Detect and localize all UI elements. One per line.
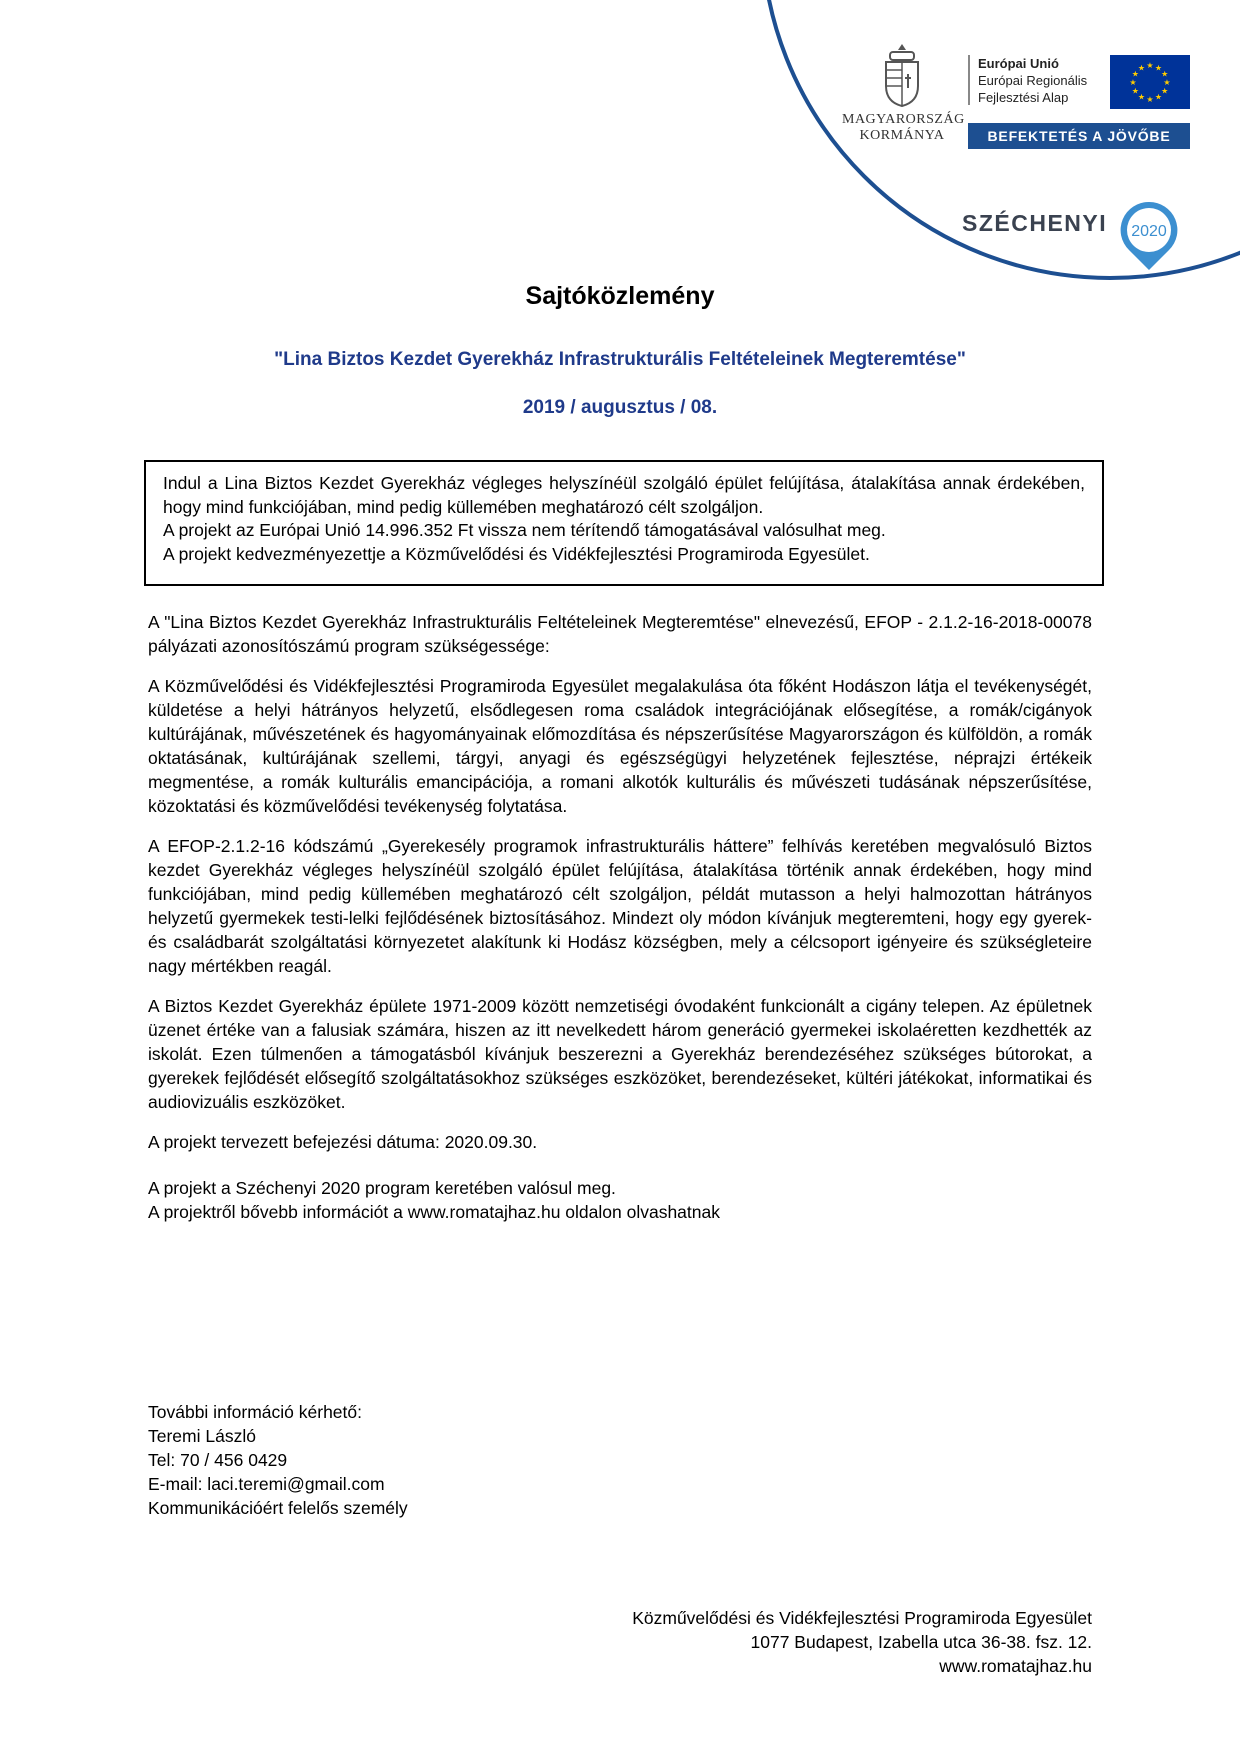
contact-email: E-mail: laci.teremi@gmail.com: [148, 1474, 385, 1494]
eu-star-icon: ★: [1146, 95, 1154, 104]
eu-star-icon: ★: [1131, 69, 1139, 79]
footer-address: [632, 1606, 1092, 1678]
body-paragraph-mission: A Közművelődési és Vidékfejlesztési Programiroda Egyesület megalakulása óta főként Hodászon látja el tevékenységét, küldetése a helyi hátrányos helyzetű, elsődlegesen roma családok integrációjának elősegítése, a romák/cigányok kultúrájának, művészetének és hagyományainak előmozdítása és népszerűsítése Magyarországon és külföldön, a romák oktatásának, kultúrájának szellemi, tárgyi, anyagi és egészségügyi helyzetének fejlesztése, néprajzi értékeik megmentése, a romák kulturális emancipációja, a romani alkotók kulturális és művészeti tudásának népszerűsítése, közoktatási és közművelődési tevékenység folytatása.: [148, 676, 1092, 816]
eu-text: [978, 55, 1108, 106]
body-website-line: A projektről bővebb információt a www.romatajhaz.hu oldalon olvashatnak: [148, 1202, 720, 1222]
szechenyi-2020-logo: [962, 200, 1182, 270]
eu-fund-line2: Fejlesztési Alap: [978, 90, 1069, 105]
contact-phone: Tel: 70 / 456 0429: [148, 1450, 288, 1470]
project-subtitle: "Lina Biztos Kezdet Gyerekház Infrastrukturális Feltételeinek Megteremtése": [274, 349, 966, 370]
eu-star-icon: ★: [1161, 86, 1169, 96]
eu-star-icon: ★: [1129, 78, 1137, 87]
summary-funding: A projekt az Európai Unió 14.996.352 Ft vissza nem térítendő támogatásával valósulhat meg.: [163, 520, 886, 540]
body-paragraph-intro: A "Lina Biztos Kezdet Gyerekház Infrastrukturális Feltételeinek Megteremtése" elnevezésű, EFOP - 2.1.2-16-2018-00078 pályázati azonosítószámú program szükségessége:: [148, 612, 1092, 656]
location-pin-icon: [1118, 200, 1180, 272]
eu-divider: [968, 55, 970, 105]
body-completion-date: A projekt tervezett befejezési dátuma: 2020.09.30.: [148, 1132, 538, 1152]
eu-star-icon: ★: [1131, 86, 1139, 96]
body-paragraph-project: A EFOP-2.1.2-16 kódszámú „Gyerekesély programok infrastrukturális háttere” felhívás keretében megvalósuló Biztos kezdet Gyerekház végleges helyszínéül szolgáló épület felújítása, átalakítása történik annak érdekében, hogy mind funkciójában, mind pedig küllemében meghatározó célt szolgáljon, példát mutasson a helyi halmozottan hátrányos helyzetű gyermekek testi-lelki fejlődésének biztosításához. Mindezt oly módon kívánjuk megteremteni, hogy egy gyerek- és családbarát szolgáltatási környezetet alakítunk ki Hodász községben, mely a célcsoport igényeire és szükségleteire nagy mértékben reagál.: [148, 836, 1092, 976]
szechenyi-year: 2020: [1131, 223, 1167, 240]
eu-star-icon: ★: [1137, 92, 1146, 102]
contact-block: [148, 1400, 748, 1520]
hungary-government-logo: [842, 42, 965, 144]
page-title: Sajtóközlemény: [525, 282, 715, 310]
summary-box: [144, 460, 1104, 586]
eu-star-icon: ★: [1146, 61, 1154, 70]
contact-name: Teremi László: [148, 1426, 256, 1446]
eu-star-icon: ★: [1163, 78, 1171, 87]
gov-logo-line2: KORMÁNYA: [859, 128, 945, 143]
eu-fund-line1: Európai Regionális: [978, 73, 1088, 88]
coat-of-arms-icon: [880, 42, 924, 110]
eu-flag-icon: [1110, 55, 1190, 109]
eu-star-icon: ★: [1161, 69, 1169, 79]
body-paragraph-building: A Biztos Kezdet Gyerekház épülete 1971-2009 között nemzetiségi óvodaként funkcionált a cigány telepen. Az épületnek üzenet értéke van a falusiak számára, hiszen az itt nevelkedett három generáció gyermekei iskolaéretten kezdhették az iskolát. Ezen túlmenően a támogatásból kívánjuk beszerezni a Gyerekház berendezéséhez szükséges bútorokat, a gyerekek fejlődését elősegítő szolgáltatásokhoz szükséges eszközöket, berendezéseket, kültéri játékokat, informatikai és audiovizuális eszközöket.: [148, 996, 1092, 1112]
summary-paragraph: Indul a Lina Biztos Kezdet Gyerekház végleges helyszínéül szolgáló épület felújítása, átalakítása annak érdekében, hogy mind funkciójában, mind pedig küllemében meghatározó célt szolgáljon.: [163, 473, 1085, 517]
footer-website: www.romatajhaz.hu: [939, 1656, 1092, 1676]
eu-star-icon: ★: [1137, 63, 1146, 73]
contact-heading: További információ kérhető:: [148, 1402, 362, 1422]
body-text: [148, 610, 1092, 1224]
eu-title: Európai Unió: [978, 56, 1059, 71]
body-program-line: A projekt a Széchenyi 2020 program keretében valósul meg.: [148, 1178, 616, 1198]
release-date: 2019 / augusztus / 08.: [522, 397, 718, 418]
eu-banner: BEFEKTETÉS A JÖVŐBE: [968, 123, 1190, 149]
eu-star-icon: ★: [1154, 63, 1163, 73]
contact-role: Kommunikációért felelős személy: [148, 1498, 408, 1518]
summary-beneficiary: A projekt kedvezményezettje a Közművelődési és Vidékfejlesztési Programiroda Egyesület.: [163, 543, 870, 564]
footer-org: Közművelődési és Vidékfejlesztési Programiroda Egyesület: [632, 1608, 1092, 1628]
eu-star-icon: ★: [1154, 92, 1163, 102]
footer-street: 1077 Budapest, Izabella utca 36-38. fsz. 12.: [750, 1632, 1092, 1652]
gov-logo-line1: MAGYARORSZÁG: [842, 112, 965, 127]
szechenyi-word: SZÉCHENYI: [962, 210, 1108, 236]
